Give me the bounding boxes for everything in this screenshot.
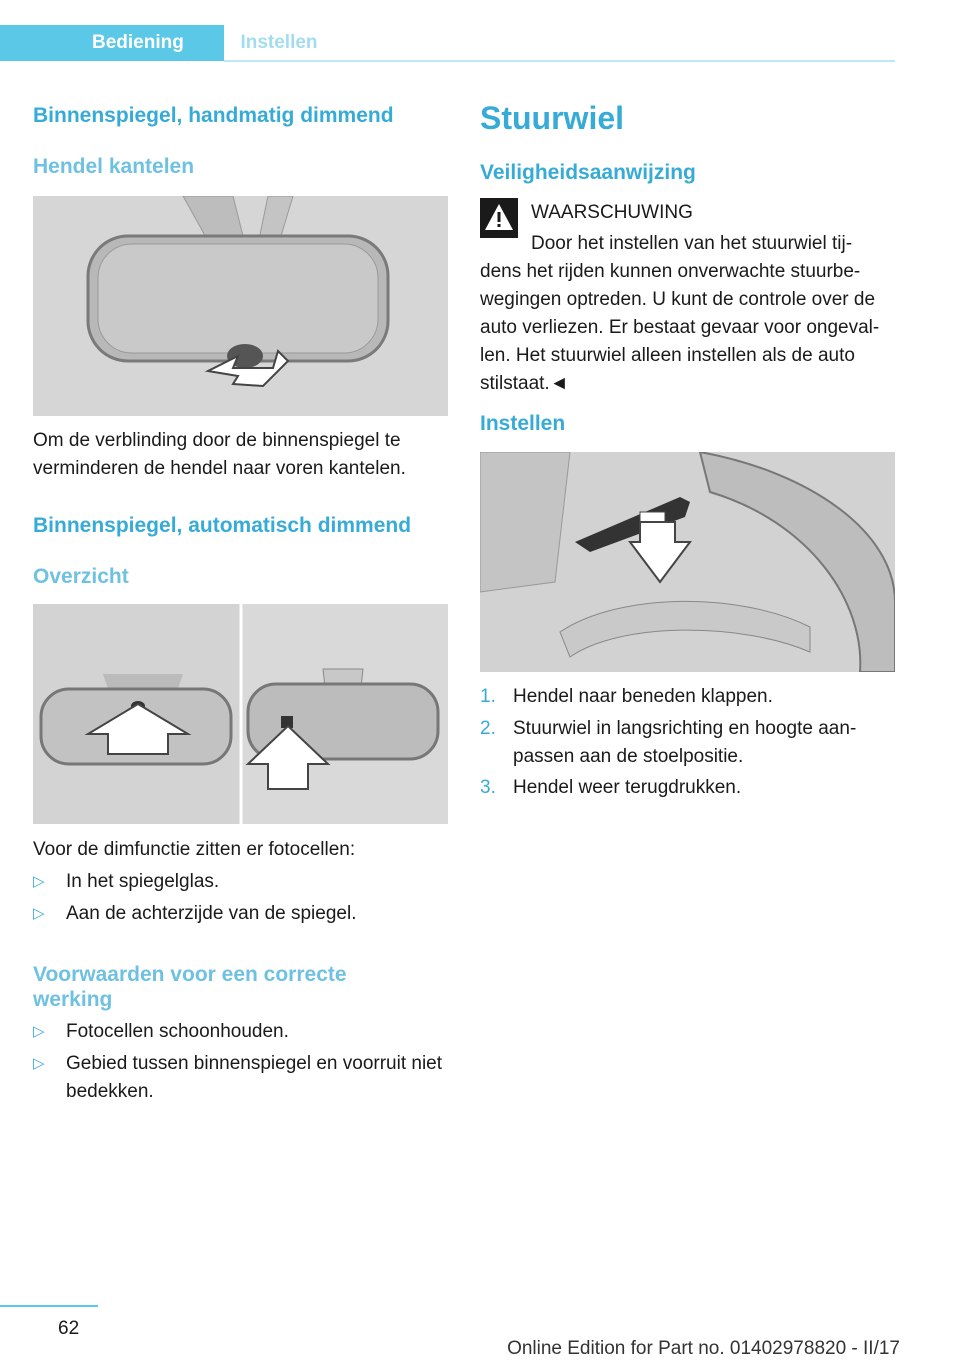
page-number: 62 xyxy=(58,1318,80,1339)
section-heading: Binnenspiegel, handmatig dimmend xyxy=(33,104,394,127)
triangle-bullet-icon: ▷ xyxy=(33,873,45,890)
triangle-bullet-icon: ▷ xyxy=(33,1055,45,1072)
list-item: ▷ Gebied tussen binnenspiegel en voorruit niet bedekken. xyxy=(33,1050,448,1106)
steering-wheel-figure xyxy=(480,452,895,672)
paragraph-photocells: Voor de dimfunctie zitten er fotocellen: xyxy=(33,839,356,860)
list-item: 1. Hendel naar beneden klappen. xyxy=(480,686,773,707)
warning-text-line: Door het instellen van het stuurwiel tij- xyxy=(531,233,853,254)
subsection-heading-conditions: Voorwaarden voor een correcte werking xyxy=(33,963,347,1011)
edition-note: Online Edition for Part no. 01402978820 - II/17 xyxy=(507,1338,900,1359)
list-item: ▷ Fotocellen schoonhouden. xyxy=(33,1018,448,1046)
tab-instellen[interactable]: Instellen xyxy=(240,32,318,53)
header-rule xyxy=(224,60,895,62)
warning-title: WAARSCHUWING xyxy=(531,202,693,223)
warning-icon xyxy=(480,198,518,238)
section-heading-auto: Binnenspiegel, automatisch dimmend xyxy=(33,514,412,537)
page-title: Stuurwiel xyxy=(480,100,625,136)
triangle-bullet-icon: ▷ xyxy=(33,905,45,922)
list-item: ▷ In het spiegelglas. xyxy=(33,868,448,896)
subsection-heading-overview: Overzicht xyxy=(33,565,129,588)
mirror-auto-figure xyxy=(33,604,448,824)
mirror-manual-figure xyxy=(33,196,448,416)
list-item: 3. Hendel weer terugdrukken. xyxy=(480,777,742,798)
triangle-bullet-icon: ▷ xyxy=(33,1023,45,1040)
footer-rule xyxy=(0,1305,98,1307)
paragraph-dimming: Om de verblinding door de binnenspiegel te verminderen de hendel naar voren kantelen. xyxy=(33,430,406,479)
tab-bediening[interactable]: Bediening xyxy=(0,25,224,61)
warning-text: dens het rijden kunnen onverwachte stuurbe-wegingen optreden. U kunt de controle over de auto verliezen. Er bestaat gevaar voor ongeval-len. Het stuurwiel alleen instellen als de auto stilstaat.◄ xyxy=(480,261,880,394)
safety-heading: Veiligheidsaanwijzing xyxy=(480,161,696,184)
subsection-heading: Hendel kantelen xyxy=(33,155,195,178)
adjust-heading: Instellen xyxy=(480,412,566,435)
list-item: 2. Stuurwiel in langsrichting en hoogte aan-passen aan de stoelpositie. xyxy=(480,718,857,767)
list-item: ▷ Aan de achterzijde van de spiegel. xyxy=(33,900,448,928)
